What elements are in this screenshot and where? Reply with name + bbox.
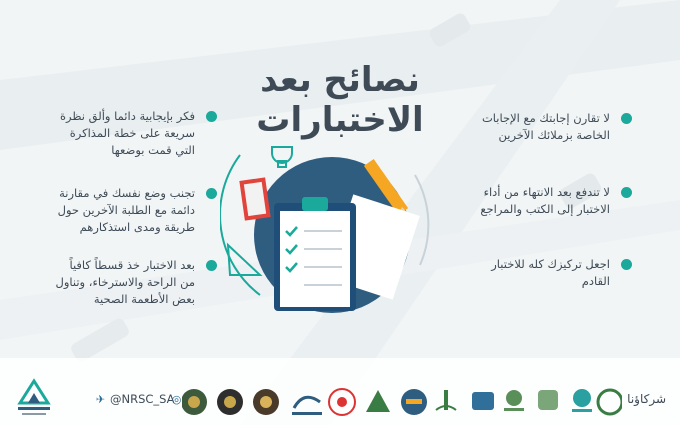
bullet-dot-icon	[621, 187, 632, 198]
social-handle[interactable]: @NRSC_SA	[110, 392, 175, 406]
twitter-icon[interactable]: ✈	[95, 393, 106, 406]
tip-right-1: لا تقارن إجابتك مع الإجابات الخاصة بزملائك الآخرين	[410, 110, 610, 144]
tip-left-3: بعد الاختبار خذ قسطاً كافياً من الراحة والاسترخاء، وتناول بعض الأطعمة الصحية	[10, 257, 195, 308]
book-icon	[239, 177, 270, 220]
tip-left-2: تجنب وضع نفسك في مقارنة دائمة مع الطلبة الآخرين حول طريقة ومدى استذكارهم	[10, 185, 195, 236]
bullet-dot-icon	[206, 111, 217, 122]
ministry-transport-logo	[538, 390, 558, 410]
tip-left-1: فكر بإيجابية دائما وألق نظرة سريعة على خطة المذاكرة التي قمت بوضعها	[10, 108, 195, 159]
saudi-emblem-logo	[436, 390, 456, 410]
bullet-dot-icon	[621, 259, 632, 270]
traffic-logo	[253, 389, 279, 415]
road-authority-logo	[292, 397, 322, 415]
security-logo	[182, 389, 207, 415]
tip-right-2: لا تندفع بعد الانتهاء من أداء الاختبار إلى الكتب والمراجع	[410, 184, 610, 218]
ministry-health-logo	[572, 389, 592, 412]
bullet-dot-icon	[206, 260, 217, 271]
title-line-1: نصائح بعد	[260, 60, 420, 100]
clipboard-illustration	[220, 145, 440, 325]
instagram-icon[interactable]: ◎	[171, 393, 182, 406]
ruler-icon	[228, 245, 260, 275]
police-logo	[217, 389, 243, 415]
title-line-2: الاختبارات	[256, 100, 424, 140]
ministry-education-logo	[472, 392, 494, 410]
ministry-interior-logo	[598, 390, 622, 414]
clipboard-icon	[274, 197, 356, 311]
bullet-dot-icon	[206, 188, 217, 199]
partners-label: شركاؤنا	[627, 392, 666, 406]
nrsc-logo	[10, 373, 58, 421]
ministry-media-logo	[504, 390, 524, 411]
saptco2-logo	[401, 389, 427, 415]
tip-right-3: اجعل تركيزك كله للاختبار القادم	[410, 256, 610, 290]
trophy-icon	[272, 147, 292, 167]
red-crescent-logo	[329, 389, 355, 415]
saptco-logo	[366, 390, 390, 412]
bullet-dot-icon	[621, 113, 632, 124]
page-title	[255, 60, 425, 140]
partner-logos	[182, 382, 622, 422]
